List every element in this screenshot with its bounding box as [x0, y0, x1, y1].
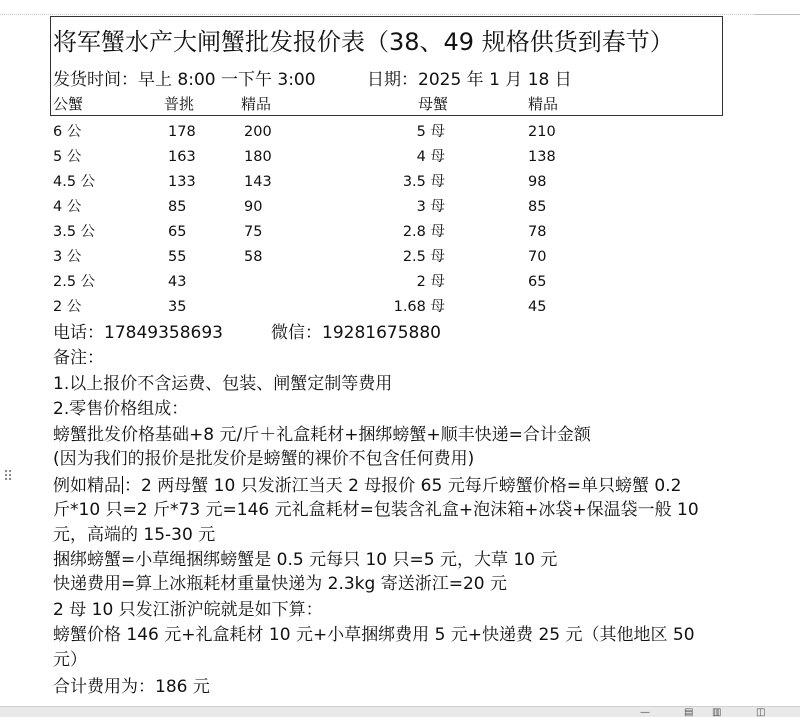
- example-line-1-rest: ：2 两母蟹 10 只发浙江当天 2 母报价 65 元每斤螃蟹价格=单只螃蟹 0.2: [124, 476, 682, 496]
- female-size-cell: 1.68 母: [393, 299, 445, 315]
- male-size-cell: 2.5 公: [53, 274, 96, 290]
- male-size-cell: 3.5 公: [53, 224, 96, 240]
- female-size-cell: 3 母: [416, 199, 445, 215]
- shipping-cost-line: 快递费用=算上冰瓶耗材重量快递为 2.3kg 寄送浙江=20 元: [53, 574, 508, 594]
- male-size-cell: 4.5 公: [53, 174, 96, 190]
- quote-date: 日期：2025 年 1 月 18 日: [367, 70, 572, 90]
- page-title: 将军蟹水产大闸蟹批发报价表（38、49 规格供货到春节）: [53, 28, 674, 56]
- male-regular-cell: 163: [168, 149, 196, 165]
- page-top-right-line: [755, 14, 800, 15]
- male-premium-cell: 90: [244, 199, 263, 215]
- text-cursor: [122, 476, 123, 494]
- male-size-cell: 2 公: [53, 299, 82, 315]
- note-2: 2.零售价格组成：: [53, 399, 189, 419]
- male-premium-header: 精品: [241, 95, 272, 113]
- male-regular-cell: 133: [168, 174, 196, 190]
- male-size-cell: 5 公: [53, 149, 82, 165]
- wechat-id: 微信：19281675880: [271, 323, 441, 343]
- female-premium-cell: 45: [528, 299, 547, 315]
- male-premium-cell: 58: [244, 249, 263, 265]
- female-size-header: 母蟹: [418, 95, 449, 113]
- male-regular-cell: 55: [168, 249, 187, 265]
- calc-line-2: 元）: [53, 650, 87, 670]
- female-size-cell: 3.5 母: [402, 174, 445, 190]
- zoom-out-icon[interactable]: —: [640, 707, 650, 717]
- male-size-header: 公蟹: [53, 95, 84, 113]
- example-line-3: 元，高端的 15-30 元: [53, 525, 216, 545]
- male-premium-cell: 180: [244, 149, 272, 165]
- ship-time: 发货时间：早上 8:00 一下午 3:00: [53, 70, 316, 90]
- female-premium-header: 精品: [528, 95, 559, 113]
- male-regular-cell: 178: [168, 124, 196, 140]
- price-formula: 螃蟹批发价格基础+8 元/斤＋礼盒耗材+捆绑螃蟹+顺丰快递=合计金额: [53, 425, 591, 445]
- male-regular-header: 普挑: [164, 95, 195, 113]
- female-size-cell: 4 母: [416, 149, 445, 165]
- male-regular-cell: 65: [168, 224, 187, 240]
- note-1: 1.以上报价不含运费、包装、闸蟹定制等费用: [53, 374, 393, 394]
- male-size-cell: 3 公: [53, 249, 82, 265]
- read-mode-icon[interactable]: ▥: [712, 707, 722, 717]
- male-premium-cell: 75: [244, 224, 263, 240]
- female-premium-cell: 65: [528, 274, 547, 290]
- page-top-margin-line: [0, 14, 755, 15]
- female-premium-cell: 85: [528, 199, 547, 215]
- male-regular-cell: 43: [168, 274, 187, 290]
- female-size-cell: 2.5 母: [402, 249, 445, 265]
- example-line-2: 斤*10 只=2 斤*73 元=146 元礼盒耗材=包装含礼盒+泡沫箱+冰袋+保温袋一般 10: [53, 500, 699, 520]
- phone-number: 电话：17849358693: [53, 323, 223, 343]
- male-regular-cell: 85: [168, 199, 187, 215]
- formula-note: (因为我们的报价是批发价是螃蟹的裸价不包含任何费用): [53, 449, 475, 469]
- female-size-cell: 2 母: [416, 274, 445, 290]
- calc-intro: 2 母 10 只发江浙沪皖就是如下算：: [53, 600, 323, 620]
- female-premium-cell: 78: [528, 224, 547, 240]
- example-line-1: [53, 474, 681, 498]
- page-view-icon[interactable]: ▤: [684, 707, 694, 717]
- calc-line-1: 螃蟹价格 146 元+礼盒耗材 10 元+小草捆绑费用 5 元+快递费 25 元（其他地区 50: [53, 625, 695, 645]
- female-premium-cell: 70: [528, 249, 547, 265]
- female-size-cell: 5 母: [416, 124, 445, 140]
- notes-label: 备注：: [53, 348, 104, 368]
- web-view-icon[interactable]: ◫: [756, 707, 766, 717]
- female-size-cell: 2.8 母: [402, 224, 445, 240]
- female-premium-cell: 138: [528, 149, 556, 165]
- male-regular-cell: 35: [168, 299, 187, 315]
- total-cost: 合计费用为：186 元: [53, 677, 210, 697]
- drag-handle-icon[interactable]: ⠿: [3, 469, 15, 485]
- female-premium-cell: 98: [528, 174, 547, 190]
- tie-cost-line: 捆绑螃蟹=小草绳捆绑螃蟹是 0.5 元每只 10 只=5 元，大草 10 元: [53, 550, 558, 570]
- male-size-cell: 6 公: [53, 124, 82, 140]
- male-premium-cell: 200: [244, 124, 272, 140]
- example-prefix: 例如精品: [53, 476, 121, 496]
- status-bar: [0, 706, 800, 717]
- female-premium-cell: 210: [528, 124, 556, 140]
- male-premium-cell: 143: [244, 174, 272, 190]
- male-size-cell: 4 公: [53, 199, 82, 215]
